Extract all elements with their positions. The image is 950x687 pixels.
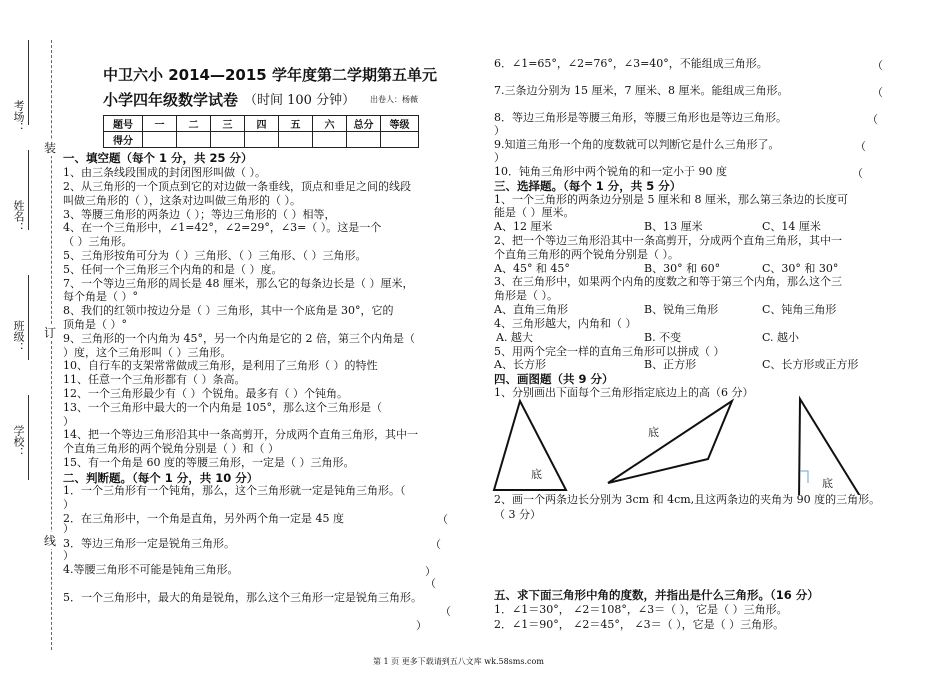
fill-question-line: 2、从三角形的一个顶点到它的对边做一条垂线，顶点和垂足之间的线段 [63,180,411,193]
angle-question: 2．∠1＝90°， ∠2＝45°， ∠3＝（ ），它是（ ）三角形。 [494,618,785,631]
fill-question-line: 14、把一个等边三角形沿其中一条高剪开，分成两个直角三角形，其中一 [63,428,418,441]
score-table-score-row [104,132,419,148]
choice-question: 个直角三角形的两个锐角分别是（ ）。 [494,248,679,261]
drawing-question: （ 3 分） [494,508,541,521]
judge-question: 1．一个三角形有一个钝角，那么，这个三角形就一定是钝角三角形。（ [63,484,406,497]
choice-question: 角形是（ ）。 [494,289,558,302]
score-cell: 一 [143,116,177,132]
score-cell: 四 [245,116,279,132]
fill-question-line: 1、由三条线段围成的封闭图形叫做（ ）。 [63,166,266,179]
answer-paren-open: （ [430,538,441,551]
section5-heading: 五、求下面三角形中角的度数，并指出是什么三角形。（16 分） [494,588,819,602]
section2-heading: 二、判断题。（每个 1 分，共 10 分） [63,471,259,485]
xian-mark: 线 [44,534,57,548]
choice-question: 能是（ ）厘米。 [494,206,575,219]
choice-option: B、13 厘米 [644,220,703,233]
answer-paren-open: （ [872,86,883,99]
base-label: 底 [822,477,833,490]
fill-question-line: 8、我们的红领巾按边分是（ ）三角形，其中一个底角是 30°，它的 [63,304,394,317]
exam-title-line1: 中卫六小 2014—2015 学年度第二学期第五单元 [103,66,437,84]
answer-paren-close: ） [63,522,74,535]
judge-question: 5．一个三角形中，最大的角是锐角，那么这个三角形一定是锐角三角形。 [63,591,422,604]
ding-mark: 订 [44,326,57,340]
choice-option: A、直角三角形 [494,303,568,316]
choice-option: B、锐角三角形 [644,303,719,316]
fill-question-line: ） [63,415,74,428]
judge-question: ） [63,498,74,511]
choice-option: C、14 厘米 [762,220,821,233]
fill-question-line: 13、一个三角形中最大的一个内角是 105°，那么这个三角形是（ [63,401,382,414]
choice-question: 2、把一个等边三角形沿其中一条高剪开，分成两个直角三角形，其中一 [494,234,842,247]
choice-option: B、正方形 [644,358,697,371]
fill-question-line: 7、一个等边三角形的周长是 48 厘米，那么它的每条边长是（ ）厘米， [63,277,414,290]
triangle-figures [490,395,870,495]
answer-paren-open: （ [425,577,436,590]
exam-title-line2: 小学四年级数学试卷 [103,91,239,109]
fill-question-line: 9、三角形的一个内角为 45°，另一个内角是它的 2 倍，第三个内角是（ [63,332,415,345]
fill-question-line: 叫做三角形的（ ），这条对边叫做三角形的（ ）。 [63,194,301,207]
fill-question-line: 顶角是（ ）° [63,318,127,331]
binding-dashed-line [51,40,52,650]
choice-option: C、钝角三角形 [762,303,837,316]
judge-question: 4.等腰三角形不可能是钝角三角形。 [63,563,239,576]
choice-option: A. 越大 [496,331,533,344]
angle-question: 1．∠1＝30°， ∠2＝108°，∠3＝（ ），它是（ ）三角形。 [494,603,788,616]
choice-option: B. 不变 [644,331,682,344]
fill-question-line: 每个角是（ ）° [63,290,138,303]
answer-paren-close: ） [494,151,505,164]
choice-option: A、长方形 [494,358,546,371]
judge-question: 3．等边三角形一定是锐角三角形。 [63,537,235,550]
score-input-cell[interactable] [143,132,177,148]
answer-paren-close: ） [63,549,74,562]
zhuang-mark: 装 [44,141,57,155]
choice-option: C、30° 和 30° [762,262,839,275]
score-input-cell[interactable] [347,132,381,148]
score-table [103,115,419,148]
choice-option: A、45° 和 45° [494,262,570,275]
exam-room-blank-line [28,40,30,125]
section1-heading: 一、填空题（每个 1 分，共 25 分） [63,151,253,165]
answer-paren-open: （ [440,605,451,618]
fill-question-line: 个直角三角形的两个锐角分别是（ ）和（ ） [63,442,279,455]
fill-question-line: 5、任何一个三角形三个内角的和是（ ）度。 [63,263,283,276]
score-input-cell[interactable] [211,132,245,148]
page-footer: 第 1 页 更多下载请到五八文库 wk.58sms.com [373,657,544,666]
base-label: 底 [648,426,659,439]
fill-question-line: 5、三角形按角可分为（ ）三角形、（ ）三角形、（ ）三角形。 [63,249,367,262]
base-label: 底 [531,468,542,481]
class-blank-line [28,275,30,360]
score-table-header-row [104,116,419,132]
answer-paren-open: （ [872,59,883,72]
score-cell: 六 [313,116,347,132]
drawing-question: 1、分别画出下面每个三角形指定底边上的高（6 分） [494,386,754,399]
school-label: 学校： [12,425,25,458]
fill-question-line: （ ）三角形。 [63,235,133,248]
choice-option: B、30° 和 60° [644,262,721,275]
score-cell: 三 [211,116,245,132]
answer-paren-open: （ [855,140,866,153]
exam-author: 出卷人：杨薇 [370,95,418,104]
score-cell: 等级 [381,116,419,132]
score-cell: 五 [279,116,313,132]
triangle-2 [608,401,732,483]
score-input-cell[interactable] [245,132,279,148]
score-cell: 二 [177,116,211,132]
score-cell: 题号 [104,116,143,132]
answer-paren-close: ） [416,619,427,632]
fill-question-line: ）度，这个三角形叫（ ）三角形。 [63,346,232,359]
judge-question: 6．∠1=65°，∠2=76°，∠3=40°，不能组成三角形。 [494,57,768,70]
score-input-cell[interactable] [279,132,313,148]
fill-question-line: 12、一个三角形最少有（ ）个锐角。最多有（ ）个钝角。 [63,387,348,400]
answer-paren-open: （ [437,513,448,526]
judge-question: 2．在三角形中，一个角是直角，另外两个角一定是 45 度 [63,512,344,525]
score-cell: 总分 [347,116,381,132]
score-input-cell[interactable] [381,132,419,148]
choice-option: A、12 厘米 [494,220,553,233]
score-cell: 得分 [104,132,143,148]
class-label: 班级： [12,320,25,353]
answer-paren-close: ） [425,565,436,578]
school-blank-line [28,395,30,480]
judge-question: 8．等边三角形是等腰三角形，等腰三角形也是等边三角形。 [494,111,787,124]
triangle-1 [494,401,566,490]
choice-question: 5、用两个完全一样的直角三角形可以拼成（ ） [494,345,725,358]
answer-paren-open: （ [852,167,863,180]
score-input-cell[interactable] [313,132,347,148]
choice-option: C、长方形或正方形 [762,358,859,371]
fill-question-line: 15、有一个角是 60 度的等腰三角形，一定是（ ）三角形。 [63,456,355,469]
name-blank-line [28,150,30,230]
choice-question: 4、三角形越大，内角和（ ） [494,317,637,330]
exam-time: （时间 100 分钟） [244,93,356,108]
right-angle-marker [800,471,808,483]
fill-question-line: 10、自行车的支架常常做成三角形，是利用了三角形（ ）的特性 [63,359,378,372]
section4-heading: 四、画图题（共 9 分） [494,372,614,386]
name-label: 姓名： [12,200,25,233]
fill-question-line: 4、在一个三角形中，∠1=42°，∠2=29°，∠3=（ ）。这是一个 [63,221,382,234]
choice-question: 1、一个三角形的两条边分别是 5 厘米和 8 厘米，那么第三条边的长度可 [494,193,848,206]
exam-room-label: 考场： [12,100,25,133]
answer-paren-open: （ [867,113,878,126]
judge-question: 10．钝角三角形中两个锐角的和一定小于 90 度 [494,165,727,178]
section3-heading: 三、选择题。（每个 1 分，共 5 分） [494,179,682,193]
answer-paren-close: ） [494,124,505,137]
score-input-cell[interactable] [177,132,211,148]
choice-question: 3、在三角形中，如果两个内角的度数之和等于第三个内角，那么这个三 [494,275,842,288]
fill-question-line: 3、等腰三角形的两条边（ ）；等边三角形的（ ）相等， [63,208,336,221]
drawing-question: 2、画一个两条边长分别为 3cm 和 4cm,且这两条边的夹角为 90 度的三角形。 [494,493,881,506]
judge-question: 7.三条边分别为 15 厘米，7 厘米、8 厘米。能组成三角形。 [494,84,789,97]
choice-option: C. 越小 [762,331,800,344]
judge-question: 9.知道三角形一个角的度数就可以判断它是什么三角形了。 [494,138,780,151]
fill-question-line: 11、任意一个三角形都有（ ）条高。 [63,373,246,386]
